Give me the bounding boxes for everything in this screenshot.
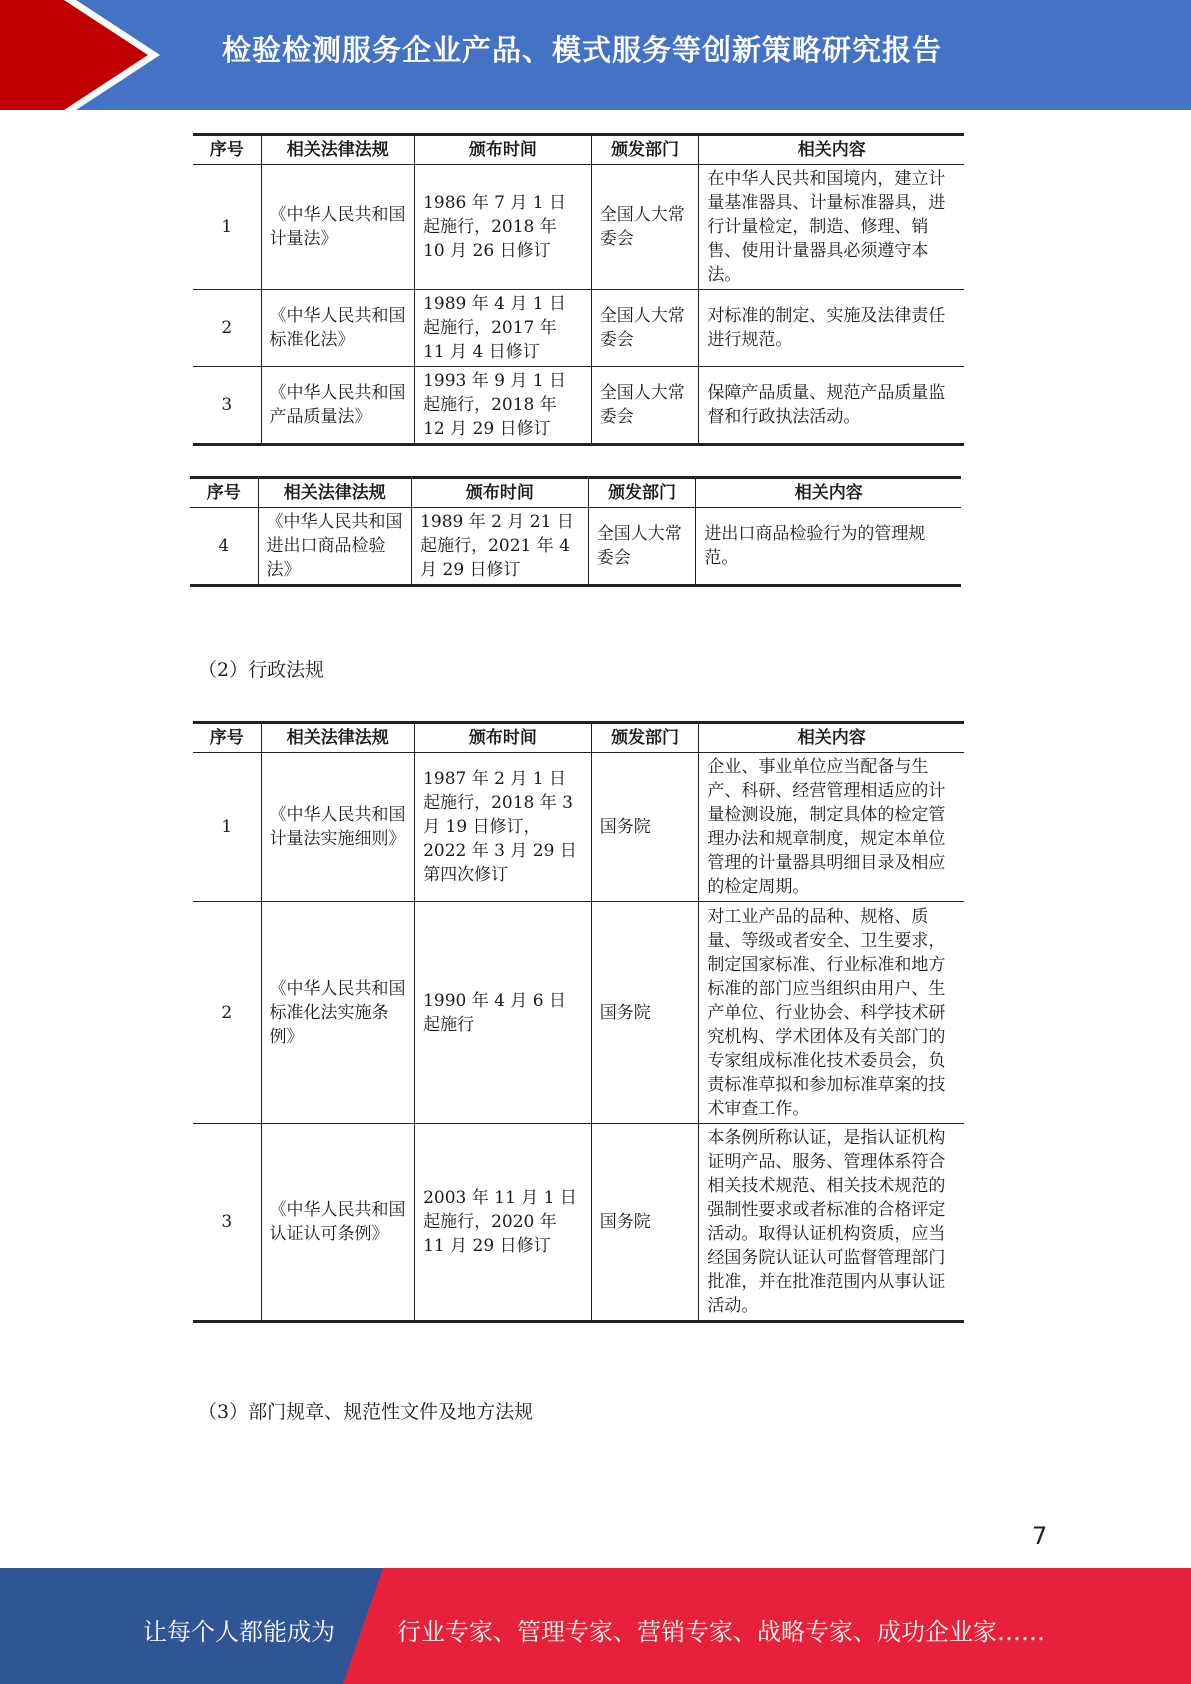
header-content: 相关内容 (699, 723, 964, 753)
header-date: 颁布时间 (415, 135, 592, 165)
cell-law: 《中华人民共和国进出口商品检验法》 (258, 508, 412, 586)
cell-content: 企业、事业单位应当配备与生产、科研、经营管理相适应的计量检测设施，制定具体的检定管理办法和规章制度，规定本单位管理的计量器具明细目录及相应的检定周期。 (699, 753, 964, 902)
header-date: 颁布时间 (412, 478, 589, 508)
header-dept: 颁发部门 (588, 478, 696, 508)
cell-content: 在中华人民共和国境内，建立计量基准器具、计量标准器具，进行计量检定，制造、修理、销售、使用计量器具必须遵守本法。 (699, 165, 964, 290)
cell-no: 2 (193, 902, 261, 1124)
cell-date: 1989 年 4 月 1 日起施行，2017 年 11 月 4 日修订 (415, 290, 592, 367)
header-date: 颁布时间 (415, 723, 592, 753)
cell-content: 对标准的制定、实施及法律责任进行规范。 (699, 290, 964, 367)
header-law: 相关法律法规 (261, 135, 415, 165)
cell-no: 4 (190, 508, 258, 586)
header-dept: 颁发部门 (591, 135, 699, 165)
report-title: 检验检测服务企业产品、模式服务等创新策略研究报告 (222, 33, 943, 67)
table-header-row (193, 723, 964, 753)
cell-no: 1 (193, 165, 261, 290)
cell-date: 1986 年 7 月 1 日起施行，2018 年 10 月 26 日修订 (415, 165, 592, 290)
footer-band (0, 1568, 1191, 1684)
table-row (193, 1124, 964, 1322)
cell-dept: 全国人大常委会 (591, 165, 699, 290)
cell-content: 进出口商品检验行为的管理规范。 (696, 508, 961, 586)
cell-content: 保障产品质量、规范产品质量监督和行政执法活动。 (699, 367, 964, 445)
cell-law: 《中华人民共和国产品质量法》 (261, 367, 415, 445)
cell-law: 《中华人民共和国标准化法》 (261, 290, 415, 367)
cell-no: 3 (193, 1124, 261, 1322)
header-band (0, 0, 1191, 110)
cell-no: 2 (193, 290, 261, 367)
cell-date: 2003 年 11 月 1 日起施行，2020 年 11 月 29 日修订 (415, 1124, 592, 1322)
cell-dept: 国务院 (591, 902, 699, 1124)
table-row (193, 165, 964, 290)
table-row (193, 367, 964, 445)
header-content: 相关内容 (696, 478, 961, 508)
law-table-1 (193, 133, 964, 446)
cell-dept: 国务院 (591, 753, 699, 902)
cell-law: 《中华人民共和国计量法》 (261, 165, 415, 290)
header-dept: 颁发部门 (591, 723, 699, 753)
cell-dept: 全国人大常委会 (591, 367, 699, 445)
table-row (193, 290, 964, 367)
cell-date: 1989 年 2 月 21 日起施行，2021 年 4 月 29 日修订 (412, 508, 589, 586)
cell-content: 对工业产品的品种、规格、质量、等级或者安全、卫生要求，制定国家标准、行业标准和地方标准的部门应当组织由用户、生产单位、行业协会、科学技术研究机构、学术团体及有关部门的专家组成标准化技术委员会，负责标准草拟和参加标准草案的技术审查工作。 (699, 902, 964, 1124)
page-number: 7 (1032, 1522, 1048, 1550)
footer-slogan-left: 让每个人都能成为 (143, 1618, 335, 1646)
cell-date: 1993 年 9 月 1 日起施行，2018 年 12 月 29 日修订 (415, 367, 592, 445)
header-no: 序号 (190, 478, 258, 508)
cell-law: 《中华人民共和国认证认可条例》 (261, 1124, 415, 1322)
header-law: 相关法律法规 (258, 478, 412, 508)
table-row (193, 753, 964, 902)
header-law: 相关法律法规 (261, 723, 415, 753)
cell-dept: 全国人大常委会 (588, 508, 696, 586)
cell-content: 本条例所称认证，是指认证机构证明产品、服务、管理体系符合相关技术规范、相关技术规范的强制性要求或者标准的合格评定活动。取得认证机构资质，应当经国务院认证认可监督管理部门批准，并在批准范围内从事认证活动。 (699, 1124, 964, 1322)
cell-dept: 国务院 (591, 1124, 699, 1322)
footer-slogan-right: 行业专家、管理专家、营销专家、战略专家、成功企业家…… (397, 1618, 1045, 1646)
cell-law: 《中华人民共和国计量法实施细则》 (261, 753, 415, 902)
section-heading-2: （2）行政法规 (198, 659, 325, 681)
header-no: 序号 (193, 135, 261, 165)
cell-law: 《中华人民共和国标准化法实施条例》 (261, 902, 415, 1124)
cell-date: 1990 年 4 月 6 日起施行 (415, 902, 592, 1124)
law-table-2 (190, 476, 961, 587)
header-content: 相关内容 (699, 135, 964, 165)
table-row (190, 508, 961, 586)
table-row (193, 902, 964, 1124)
cell-no: 3 (193, 367, 261, 445)
law-table-3 (193, 721, 964, 1323)
cell-date: 1987 年 2 月 1 日起施行，2018 年 3 月 19 日修订，2022 年 3 月 29 日第四次修订 (415, 753, 592, 902)
cell-no: 1 (193, 753, 261, 902)
section-heading-3: （3）部门规章、规范性文件及地方法规 (198, 1401, 534, 1423)
cell-dept: 全国人大常委会 (591, 290, 699, 367)
table-header-row (193, 135, 964, 165)
header-no: 序号 (193, 723, 261, 753)
table-header-row (190, 478, 961, 508)
